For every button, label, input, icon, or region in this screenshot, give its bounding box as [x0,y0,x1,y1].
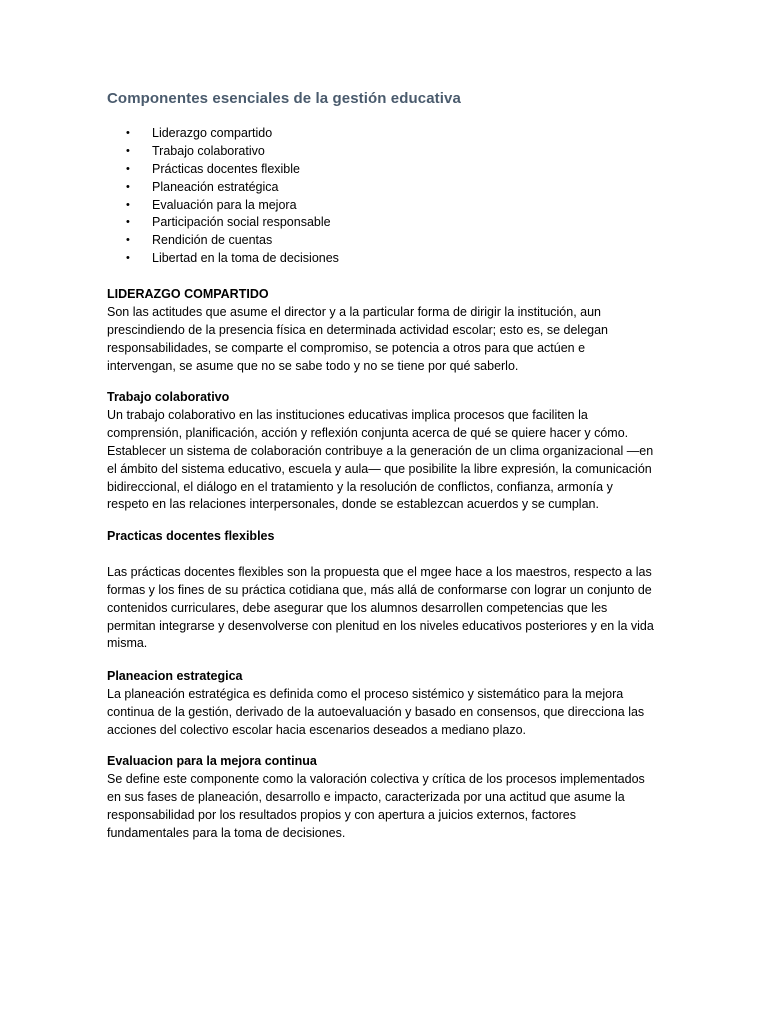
paragraph-line: bidireccional, el diálogo en el tratamiento y la resolución de conflictos, confianza, armonía y [107,479,613,494]
paragraph-line: Se define este componente como la valoración colectiva y crítica de los procesos implementados [107,771,645,786]
list-item-text: Planeación estratégica [152,179,279,194]
section-heading: Evaluacion para la mejora continua [107,754,317,768]
list-item [122,232,339,250]
paragraph-line: comprensión, planificación, acción y reflexión conjunta acerca de qué se quiere hacer y cómo. [107,425,629,440]
section-liderazgo-compartido [107,286,707,376]
section-planeacion-estrategica [107,668,707,740]
list-item [122,125,339,143]
bullet-icon: • [126,144,130,157]
paragraph-line: respeto en las relaciones interpersonales, donde se establezcan acuerdos y se cumplan. [107,497,599,512]
list-item-text: Participación social responsable [152,215,331,230]
section-heading: Practicas docentes flexibles [107,529,275,543]
section-paragraph [107,304,707,376]
list-item [122,161,339,179]
bullet-icon: • [126,127,130,139]
list-item [122,179,339,197]
bullet-icon: • [126,252,130,265]
section-paragraph [107,686,707,740]
section-practicas-docentes-flexibles [107,528,707,653]
paragraph-line: contenidos curriculares, debe asegurar que los alumnos desarrollen competencias que les [107,600,608,615]
paragraph-line: misma. [107,636,148,651]
section-paragraph [107,564,707,654]
components-list [122,125,339,268]
paragraph-line: Son las actitudes que asume el director y a la particular forma de dirigir la institución, aun [107,304,602,319]
section-paragraph [107,407,707,514]
list-item-text: Evaluación para la mejora [152,197,297,212]
list-item-text: Rendición de cuentas [152,233,273,248]
section-evaluacion-mejora-continua [107,753,707,843]
paragraph-line: Establecer un sistema de colaboración contribuye a la generación de un clima organizacional —en [107,443,654,458]
paragraph-line: Las prácticas docentes flexibles son la propuesta que el mgee hace a los maestros, respecto a las [107,564,652,579]
list-item [122,214,339,232]
bullet-icon: • [126,180,130,193]
bullet-icon: • [126,216,130,229]
paragraph-line: prescindiendo de la presencia física en determinada actividad escolar; esto es, se delegan [107,322,609,337]
paragraph-line: Un trabajo colaborativo en las instituciones educativas implica procesos que faciliten la [107,407,588,422]
paragraph-line: fundamentales para la toma de decisiones. [107,825,346,840]
bullet-icon: • [126,198,130,211]
section-heading: Trabajo colaborativo [107,390,230,404]
list-item-text: Prácticas docentes flexible [152,161,300,176]
paragraph-line: intervengan, se asume que no se sabe todo y no se tiene por qué saberlo. [107,358,519,373]
bullet-icon: • [126,162,130,175]
paragraph-line: el ámbito del sistema educativo, escuela y aula— que posibilite la libre expresión, la comunicación [107,461,652,476]
bullet-icon: • [126,234,130,247]
paragraph-line: La planeación estratégica es definida como el proceso sistémico y sistemático para la mejora [107,686,624,701]
section-heading: Planeacion estrategica [107,669,243,683]
list-item [122,250,339,268]
section-paragraph [107,771,707,843]
list-item [122,197,339,215]
paragraph-line: acciones del colectivo escolar hacia escenarios deseados a mediano plazo. [107,722,527,737]
paragraph-line: continua de la gestión, derivado de la autoevaluación y basado en consensos, que direcciona las [107,704,645,719]
paragraph-line: permitan integrarse y desenvolverse con plenitud en los niveles educativos posteriores y en la vida [107,618,654,633]
list-item-text: Liderazgo compartido [152,126,273,140]
list-item-text: Trabajo colaborativo [152,143,265,158]
paragraph-line: responsabilidad por los resultados propios y con apertura a juicios externos, factores [107,807,577,822]
list-item-text: Libertad en la toma de decisiones [152,251,339,266]
paragraph-line: formas y los fines de su práctica cotidiana que, más allá de conformarse con lograr un conjunto de [107,582,652,597]
list-item [122,143,339,161]
section-trabajo-colaborativo [107,389,707,514]
section-heading: LIDERAZGO COMPARTIDO [107,287,269,301]
document-title: Componentes esenciales de la gestión educativa [107,90,461,107]
paragraph-line: en sus fases de planeación, desarrollo e impacto, caracterizada por una actitud que asume la [107,789,625,804]
paragraph-line: responsabilidades, se comparte el compromiso, se potencia a otros para que actúen e [107,340,586,355]
